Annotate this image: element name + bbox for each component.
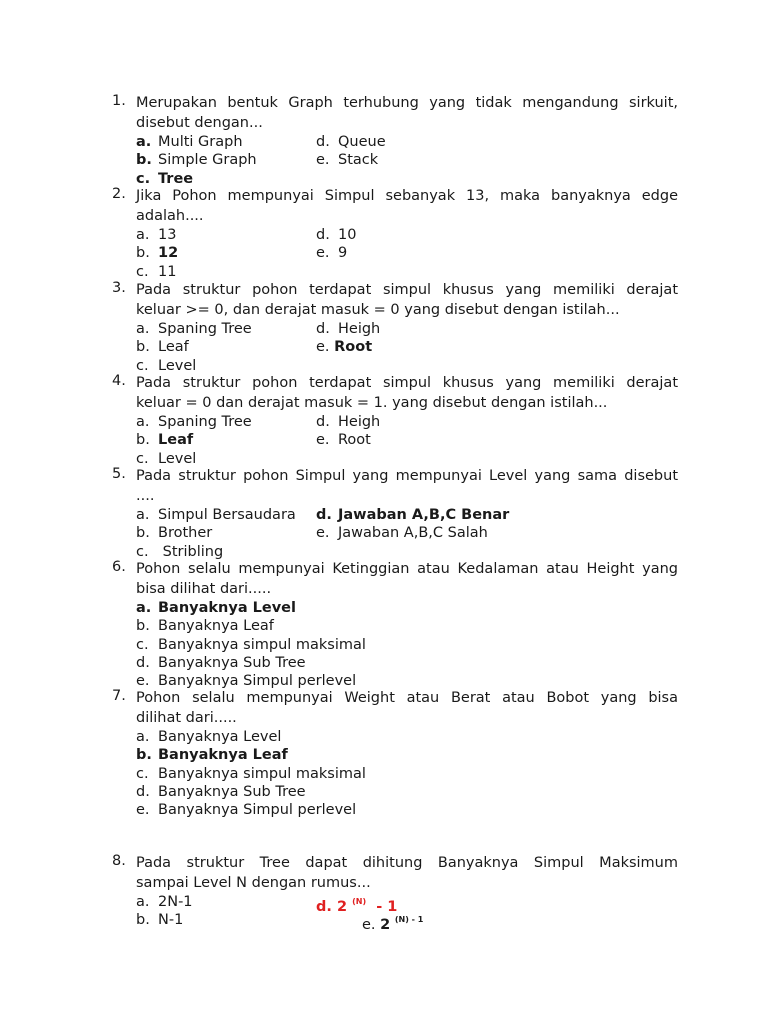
question-line: Merupakan bentuk Graph terhubung yang tidak mengandung sirkuit, <box>136 95 678 111</box>
question-line: disebut dengan... <box>136 115 263 131</box>
option-list <box>136 599 678 690</box>
option-a-answer: a. Banyaknya Level <box>136 600 296 616</box>
option-e-answer: e. Root <box>316 339 373 356</box>
option-b: b. Simple Graph <box>136 152 257 169</box>
option-b: b. N-1 <box>136 912 184 929</box>
option-b-answer: b. 12 <box>136 245 179 262</box>
option-a: a. 2N-1 <box>136 894 193 910</box>
question-text <box>136 93 678 133</box>
option-b: b. Brother <box>136 525 213 542</box>
option-e: e. 2 $^{(N) - 1}$ <box>362 915 424 934</box>
option-b: b. Banyaknya Leaf <box>136 618 274 635</box>
option-d: d. 10 <box>316 227 357 243</box>
question-line: Pohon selalu mempunyai Ketinggian atau Kedalaman atau Height yang <box>136 561 678 577</box>
option-d: d. Banyaknya Sub Tree <box>136 783 306 800</box>
question-line: Jika Pohon mempunyai Simpul sebanyak 13, maka banyaknya edge <box>136 188 678 204</box>
question-number: 4. <box>112 373 126 389</box>
question-line: keluar = 0 dan derajat masuk = 1. yang disebut dengan istilah... <box>136 395 608 411</box>
question-number: 6. <box>112 559 126 575</box>
option-a: a. Simpul Bersaudara <box>136 507 296 523</box>
option-c-answer: c. Tree <box>136 170 194 187</box>
option-c: c. 11 <box>136 263 177 280</box>
option-e: e. Banyaknya Simpul perlevel <box>136 673 357 690</box>
question-text <box>136 853 678 893</box>
option-c: c. Level <box>136 450 197 467</box>
option-e: e. Stack <box>316 152 379 169</box>
question-number: 5. <box>112 466 126 482</box>
question-5 <box>112 466 678 561</box>
question-1 <box>112 93 678 188</box>
option-list <box>136 413 678 468</box>
option-d: d. Heigh <box>316 414 381 430</box>
option-a: a. Spaning Tree <box>136 321 252 337</box>
question-line: adalah.... <box>136 208 204 224</box>
option-d-answer: d. 2 $^{(N)}$ - 1 <box>316 897 398 915</box>
question-number: 2. <box>112 186 126 202</box>
option-b: b. Leaf <box>136 339 189 356</box>
option-c: c. Stribling <box>136 543 224 560</box>
question-line: Pohon selalu mempunyai Weight atau Berat atau Bobot yang bisa <box>136 690 678 706</box>
question-line: keluar >= 0, dan derajat masuk = 0 yang disebut dengan istilah... <box>136 302 620 318</box>
option-d: d. Heigh <box>316 321 381 337</box>
option-c: c. Banyaknya simpul maksimal <box>136 765 366 782</box>
question-text <box>136 688 678 728</box>
question-number: 7. <box>112 688 126 704</box>
option-list <box>136 893 678 934</box>
option-e: e. Banyaknya Simpul perlevel <box>136 802 357 819</box>
question-text <box>136 466 678 506</box>
question-text <box>136 186 678 226</box>
option-a: a. Banyaknya Level <box>136 729 282 745</box>
option-list <box>136 506 678 561</box>
question-text <box>136 373 678 413</box>
question-line: Pada struktur pohon terdapat simpul khusus yang memiliki derajat <box>136 375 678 391</box>
question-number: 1. <box>112 93 126 109</box>
option-list <box>136 728 678 819</box>
question-line: Pada struktur Tree dapat dihitung Banyaknya Simpul Maksimum <box>136 855 678 871</box>
option-a: a. 13 <box>136 227 177 243</box>
option-c: c. Level <box>136 357 197 374</box>
question-4 <box>112 373 678 468</box>
option-a: a. Spaning Tree <box>136 414 252 430</box>
option-a: a. Multi Graph <box>136 134 243 150</box>
question-8 <box>112 853 678 934</box>
option-list <box>136 320 678 375</box>
question-line: .... <box>136 488 155 504</box>
question-line: dilihat dari..... <box>136 710 237 726</box>
option-list <box>136 226 678 281</box>
option-d: d. Banyaknya Sub Tree <box>136 654 306 671</box>
question-7 <box>112 688 678 819</box>
option-b-answer: b. Banyaknya Leaf <box>136 747 288 764</box>
question-2 <box>112 186 678 281</box>
option-list <box>136 133 678 188</box>
question-line: Pada struktur pohon terdapat simpul khusus yang memiliki derajat <box>136 282 678 298</box>
question-line: bisa dilihat dari..... <box>136 581 272 597</box>
option-d: d. Queue <box>316 134 386 150</box>
question-text <box>136 280 678 320</box>
option-e: e. 9 <box>316 245 348 262</box>
question-3 <box>112 280 678 375</box>
question-line: sampai Level N dengan rumus... <box>136 875 371 891</box>
option-b-answer: b. Leaf <box>136 432 194 449</box>
option-c: c. Banyaknya simpul maksimal <box>136 636 366 653</box>
question-6 <box>112 559 678 690</box>
question-number: 8. <box>112 853 126 869</box>
question-line: Pada struktur pohon Simpul yang mempunyai Level yang sama disebut <box>136 468 678 484</box>
question-text <box>136 559 678 599</box>
option-d-answer: d. Jawaban A,B,C Benar <box>316 507 510 523</box>
question-number: 3. <box>112 280 126 296</box>
option-e: e. Root <box>316 432 371 449</box>
option-e: e. Jawaban A,B,C Salah <box>316 525 488 542</box>
